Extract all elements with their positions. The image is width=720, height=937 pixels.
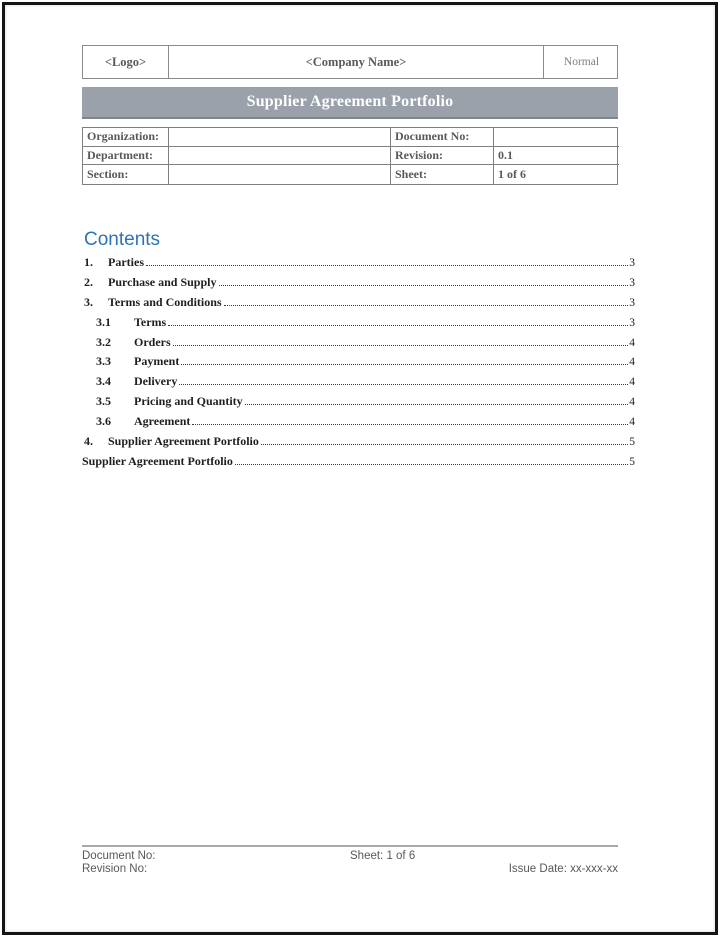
toc-entry-supplier-agreement-portfolio[interactable] — [82, 434, 635, 454]
toc-entry-title: Terms — [134, 314, 167, 329]
department-value[interactable] — [169, 147, 391, 166]
meta-table — [82, 127, 618, 185]
organization-value[interactable] — [169, 128, 391, 147]
toc-entry-page: 4 — [629, 396, 635, 409]
header-table — [82, 45, 618, 79]
footer-issue-date: Issue Date: xx-xxx-xx — [508, 863, 618, 875]
document-title-banner — [82, 87, 618, 119]
toc-entry-number: 3. — [84, 294, 93, 309]
toc-entry-delivery[interactable] — [82, 374, 635, 394]
revision-value: 0.1 — [494, 147, 619, 166]
toc-entry-number: 2. — [84, 274, 93, 289]
department-label: Department: — [83, 147, 169, 166]
toc-entry-number: 3.2 — [96, 334, 111, 349]
toc-dot-leader — [146, 265, 628, 266]
toc-entry-agreement[interactable] — [82, 414, 635, 434]
toc-entry-number: 4. — [84, 434, 93, 449]
toc-entry-page: 5 — [629, 436, 635, 449]
toc-entry-page: 3 — [629, 276, 635, 289]
toc-entry-title: Agreement — [134, 414, 191, 429]
table-of-contents — [82, 255, 635, 474]
toc-entry-title: Terms and Conditions — [108, 294, 222, 309]
toc-entry-title: Payment — [134, 354, 180, 369]
toc-entry-title: Supplier Agreement Portfolio — [82, 453, 233, 468]
toc-entry-number: 1. — [84, 255, 93, 269]
toc-entry-purchase-and-supply[interactable] — [82, 275, 635, 295]
toc-entry-pricing-and-quantity[interactable] — [82, 394, 635, 414]
toc-entry-title: Delivery — [134, 374, 178, 389]
footer-revision-no: Revision No: — [82, 863, 148, 875]
toc-entry-parties[interactable] — [82, 255, 635, 275]
toc-dot-leader — [261, 444, 628, 445]
toc-entry-number: 3.6 — [96, 414, 111, 429]
contents-heading: Contents — [84, 229, 161, 250]
revision-label: Revision: — [391, 147, 494, 166]
toc-entry-title: Supplier Agreement Portfolio — [108, 434, 259, 449]
toc-entry-page: 3 — [629, 257, 635, 269]
toc-entry-terms[interactable] — [82, 315, 635, 335]
toc-dot-leader — [168, 325, 628, 326]
toc-entry-title: Orders — [134, 334, 171, 349]
footer-document-no: Document No: — [82, 850, 156, 862]
toc-entry-title: Parties — [108, 255, 144, 269]
page-border — [2, 2, 718, 935]
section-value[interactable] — [169, 165, 391, 184]
toc-entry-page: 4 — [629, 336, 635, 349]
toc-entry-title: Pricing and Quantity — [134, 394, 243, 409]
logo-placeholder: <Logo> — [83, 46, 169, 78]
toc-entry-number: 3.1 — [96, 314, 111, 329]
toc-dot-leader — [181, 364, 628, 365]
toc-dot-leader — [224, 305, 629, 306]
toc-dot-leader — [192, 424, 628, 425]
toc-entry-page: 3 — [629, 296, 635, 309]
toc-dot-leader — [235, 464, 628, 465]
toc-entry-page: 3 — [629, 316, 635, 329]
toc-entry-page: 5 — [629, 455, 635, 468]
organization-label: Organization: — [83, 128, 169, 147]
section-label: Section: — [83, 165, 169, 184]
toc-dot-leader — [245, 404, 629, 405]
toc-entry-number: 3.3 — [96, 354, 111, 369]
document-no-label: Document No: — [391, 128, 494, 147]
style-label: Normal — [563, 56, 600, 68]
document-title: Supplier Agreement Portfolio — [246, 93, 454, 110]
document-no-value[interactable] — [494, 128, 619, 147]
toc-dot-leader — [179, 384, 628, 385]
toc-entry-page: 4 — [629, 376, 635, 389]
toc-entry-supplier-agreement-portfolio-unnumbered[interactable] — [82, 454, 635, 474]
toc-entry-title: Purchase and Supply — [108, 274, 217, 289]
toc-entry-page: 4 — [629, 356, 635, 369]
toc-dot-leader — [219, 285, 629, 286]
toc-entry-number: 3.5 — [96, 394, 111, 409]
sheet-label: Sheet: — [391, 165, 494, 184]
company-name-placeholder: <Company Name> — [169, 46, 544, 78]
sheet-value: 1 of 6 — [498, 167, 526, 182]
toc-entry-orders[interactable] — [82, 335, 635, 355]
toc-entry-page: 4 — [629, 416, 635, 429]
footer-sheet: Sheet: 1 of 6 — [350, 850, 416, 862]
toc-entry-number: 3.4 — [96, 374, 111, 389]
page-footer — [82, 845, 618, 879]
toc-entry-terms-and-conditions[interactable] — [82, 295, 635, 315]
toc-dot-leader — [173, 345, 629, 346]
toc-entry-payment[interactable] — [82, 354, 635, 374]
